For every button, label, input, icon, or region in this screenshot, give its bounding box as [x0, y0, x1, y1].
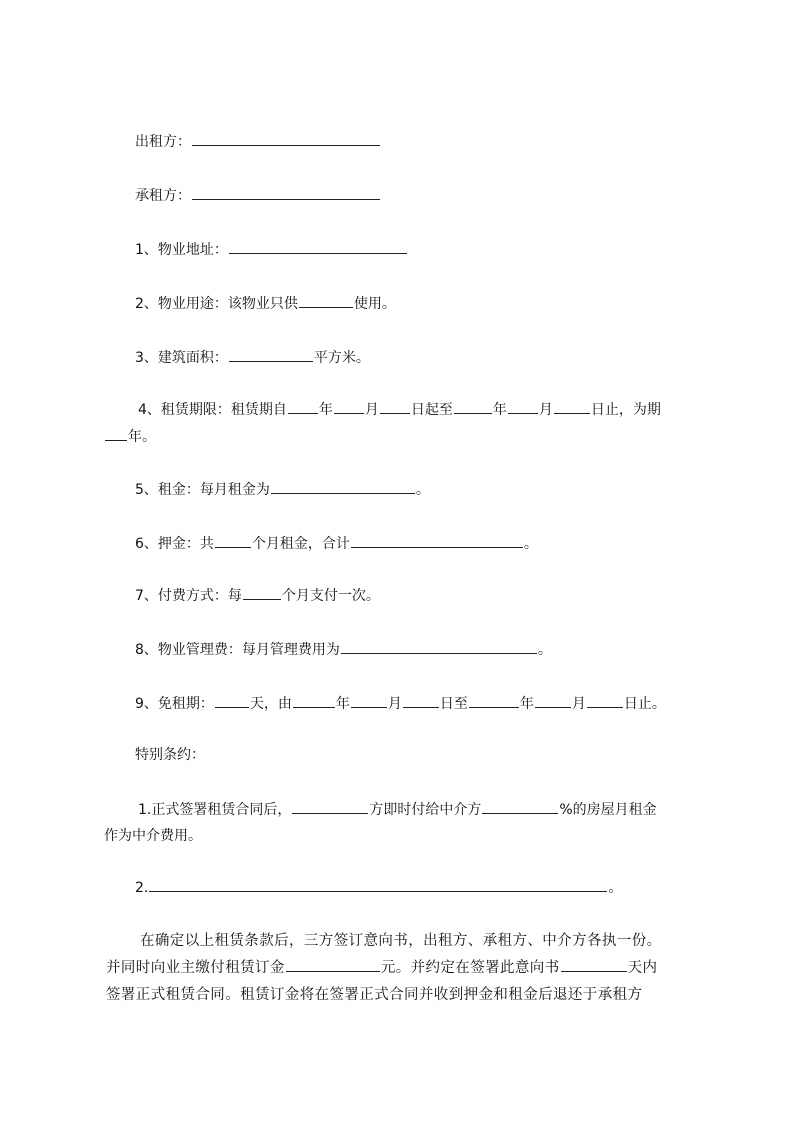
closing-line2 — [106, 958, 657, 977]
rent-blank — [271, 480, 415, 494]
item4-label: 4、租赁期限：租赁期自 — [138, 402, 287, 418]
item2-suffix: 使用。 — [353, 296, 396, 312]
item8-label: 8、物业管理费：每月管理费用为 — [135, 642, 340, 658]
earnest-money-blank — [286, 958, 380, 972]
deposit-months-blank — [215, 534, 251, 548]
payment-interval-blank — [243, 586, 281, 600]
free-to-year-blank — [469, 694, 519, 708]
item4-year2: 年 — [492, 402, 507, 418]
item6-label: 6、押金：共 — [135, 536, 214, 552]
item4-month: 月 — [364, 402, 379, 418]
mgmt-fee-blank — [341, 640, 537, 654]
item9-month2: 月 — [571, 696, 586, 712]
special2-suffix: 。 — [608, 880, 623, 896]
item9-day: 天，由 — [249, 696, 292, 712]
to-day-blank — [554, 400, 590, 414]
special1-line2: 作为中介费用。 — [104, 828, 202, 844]
item2-line — [135, 294, 396, 313]
item7-line — [135, 586, 380, 605]
item4-day-from: 日起至 — [410, 402, 453, 418]
free-from-day-blank — [403, 694, 439, 708]
days-blank — [561, 958, 627, 972]
usage-blank — [299, 294, 353, 308]
closing-line1: 在确定以上租赁条款后，三方签订意向书，出租方、承租方、中介方各执一份。 — [140, 933, 662, 949]
address-blank — [229, 240, 407, 254]
lessor-label: 出租方： — [135, 134, 191, 150]
item1-line — [135, 240, 408, 259]
from-year-blank — [288, 400, 318, 414]
closing-line3: 签署正式租赁合同。租赁订金将在签署正式合同并收到押金和租金后退还于承租方 — [106, 987, 643, 1003]
item9-year: 年 — [335, 696, 350, 712]
item6-mid: 个月租金，合计 — [251, 536, 350, 552]
lessee-line — [135, 186, 381, 205]
item4-line2 — [104, 427, 156, 446]
special2-line — [135, 878, 622, 897]
item4-year3: 年。 — [128, 429, 156, 445]
item3-suffix: 平方米。 — [313, 350, 370, 366]
to-month-blank — [508, 400, 538, 414]
item6-suffix: 。 — [523, 536, 538, 552]
special1-mid: 方即时付给中介方 — [369, 802, 482, 818]
item4-line1 — [138, 400, 661, 419]
term-years-blank — [105, 427, 127, 441]
item4-year: 年 — [318, 402, 333, 418]
free-from-year-blank — [293, 694, 335, 708]
item9-line — [135, 694, 666, 713]
item2-label: 2、物业用途：该物业只供 — [135, 296, 298, 312]
special2-blank — [149, 878, 607, 892]
from-month-blank — [334, 400, 364, 414]
from-day-blank — [380, 400, 410, 414]
item9-day-to: 日至 — [439, 696, 468, 712]
lessor-line — [135, 132, 381, 151]
item5-line — [135, 480, 430, 499]
item9-month: 月 — [387, 696, 402, 712]
item7-suffix: 个月支付一次。 — [281, 588, 380, 604]
deposit-total-blank — [351, 534, 523, 548]
item5-label: 5、租金：每月租金为 — [135, 482, 270, 498]
lessee-blank — [192, 186, 380, 200]
free-from-month-blank — [351, 694, 387, 708]
item9-label: 9、免租期： — [135, 696, 214, 712]
free-to-day-blank — [587, 694, 623, 708]
free-days-blank — [215, 694, 249, 708]
special1-line1 — [138, 800, 657, 819]
free-to-month-blank — [535, 694, 571, 708]
item5-suffix: 。 — [415, 482, 430, 498]
area-blank — [229, 348, 313, 362]
item3-label: 3、建筑面积： — [135, 350, 228, 366]
payer-blank — [292, 800, 368, 814]
item9-year2: 年 — [519, 696, 534, 712]
item4-day-to: 日止，为期 — [590, 402, 661, 418]
special2-label: 2. — [135, 880, 149, 896]
closing-line2-a: 并同时向业主缴付租赁订金 — [106, 960, 285, 976]
lessee-label: 承租方： — [135, 188, 191, 204]
item7-label: 7、付费方式：每 — [135, 588, 242, 604]
to-year-blank — [454, 400, 492, 414]
item3-line — [135, 348, 370, 367]
closing-line2-c: 天内 — [627, 960, 658, 976]
lessor-blank — [192, 132, 380, 146]
item9-end: 日止。 — [623, 696, 666, 712]
percent-blank — [482, 800, 558, 814]
item4-month2: 月 — [538, 402, 553, 418]
item1-label: 1、物业地址： — [135, 242, 228, 258]
special-title: 特别条约： — [135, 747, 205, 763]
item8-suffix: 。 — [537, 642, 552, 658]
item6-line — [135, 534, 538, 553]
item8-line — [135, 640, 552, 659]
closing-line2-b: 元。并约定在签署此意向书 — [380, 960, 560, 976]
special1-label: 1.正式签署租赁合同后， — [138, 802, 292, 818]
special1-suffix: %的房屋月租金 — [559, 802, 657, 818]
